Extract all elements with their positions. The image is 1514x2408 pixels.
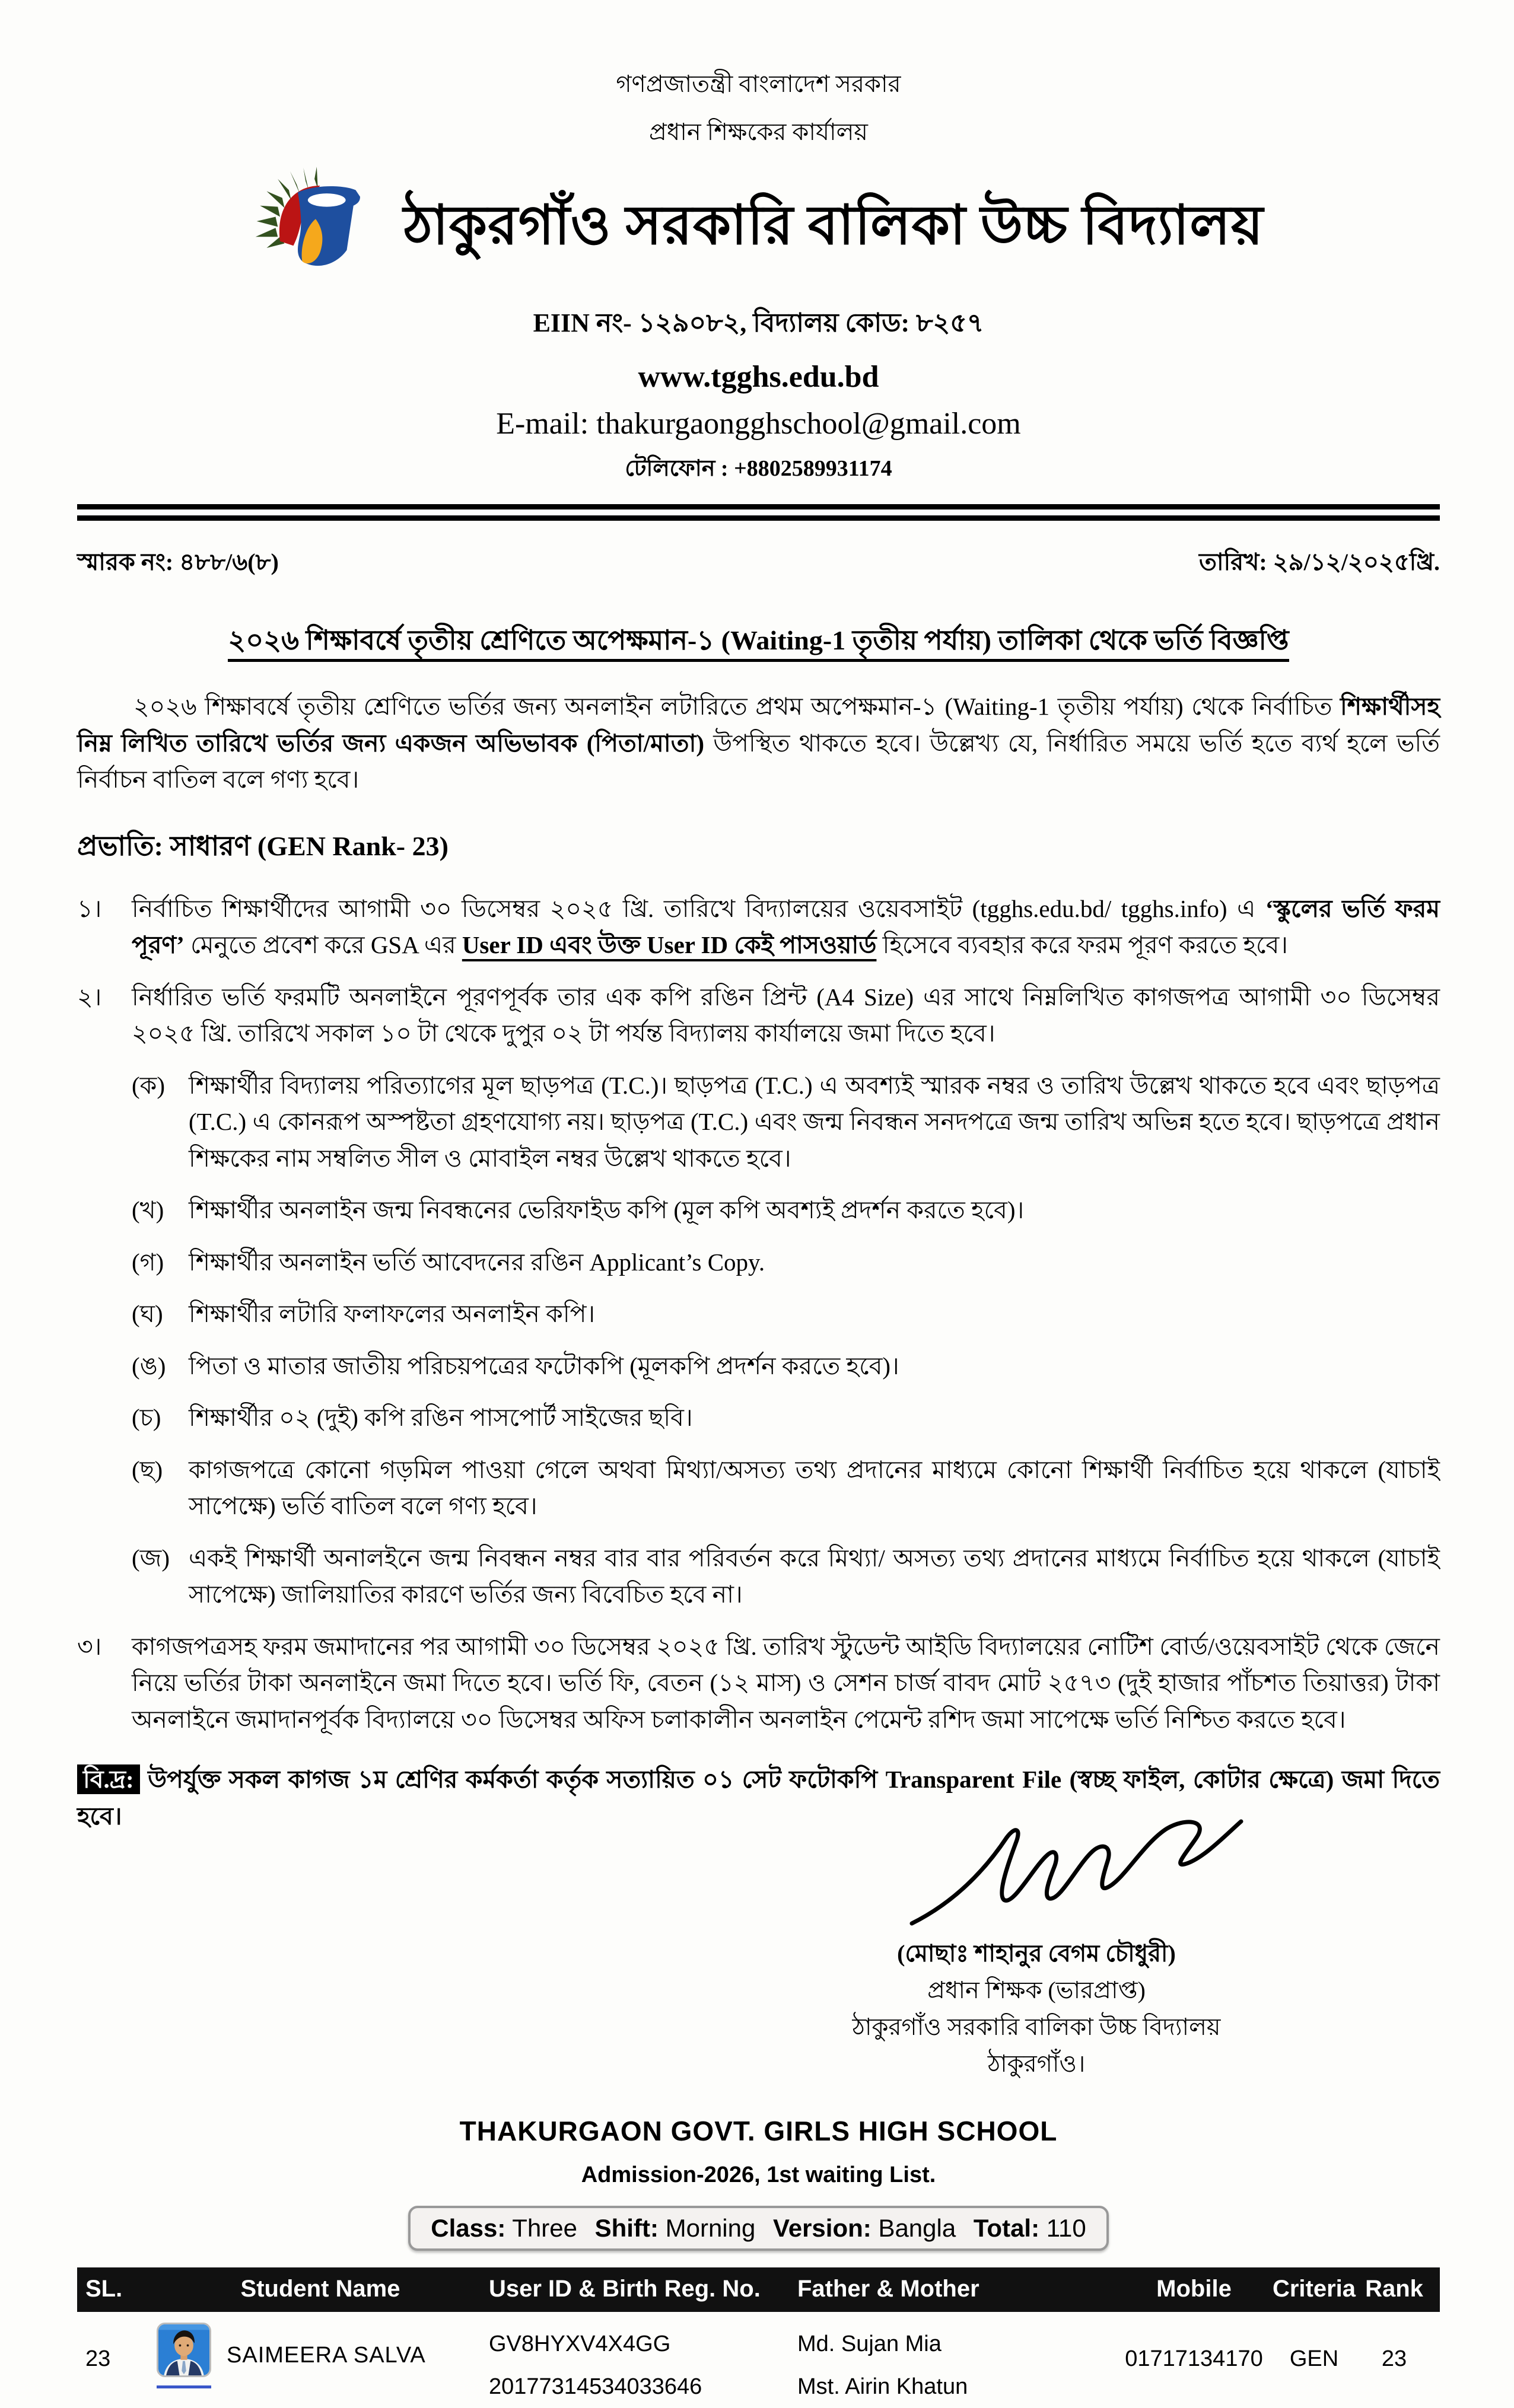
school-name-english: THAKURGAON GOVT. GIRLS HIGH SCHOOL: [459, 2116, 1058, 2146]
cell-rank: 23: [1381, 2346, 1407, 2371]
signature-block: [781, 1811, 1292, 2082]
cell-user-id: GV8HYXV4X4GG 20177314534033646: [489, 2331, 702, 2400]
class-meta-badge: Class: Three Shift: Morning Version: Bangla Total: 110: [408, 2206, 1108, 2251]
item-2-sublist: [132, 1068, 1440, 1613]
instruction-item-2: [77, 979, 1440, 1052]
note-seg2: Transparent File: [885, 1766, 1062, 1793]
header-parents: Father & Mother: [797, 2276, 979, 2302]
header-sl: SL.: [85, 2276, 123, 2302]
instruction-item-3: [77, 1629, 1440, 1738]
sub-item-ga: (গ) শিক্ষার্থীর অনলাইন ভর্তি আবেদনের রঙিন Applicant’s Copy.: [132, 1248, 765, 1276]
table-header-row: [77, 2267, 1440, 2312]
intro-paragraph: [77, 689, 1440, 798]
note-seg3: (স্বচ্ছ ফাইল, কোটার ক্ষেত্রে) জমা দিতে হবে।: [77, 1766, 1440, 1830]
shift-heading: প্রভাতি: সাধারণ (GEN Rank- 23): [77, 830, 449, 861]
student-photo: [157, 2323, 211, 2377]
intro-seg2: শিক্ষার্থীসহ নিম্ন লিখিত তারিখে ভর্তির জন্য একজন অভিভাবক (পিতা/মাতা): [77, 693, 1440, 757]
item-3-text: কাগজপত্রসহ ফরম জমাদানের পর আগামী ৩০ ডিসেম্বর ২০২৫ খ্রি. তারিখ স্টুডেন্ট আইডি বিদ্যালয়ের নোটিশ বোর্ড/ওয়েবসাইট থেকে জেনে নিয়ে ভর্তির টাকা অনলাইনে জমা দিতে হবে। ভর্তি ফি, বেতন (১২ মাস) ও সেশন চার্জ বাবদ মোট ২৫৭৩ (দুই হাজার পাঁচশত তিয়াত্তর) টাকা অনলাইনে জমাদানপূর্বক বিদ্যালয়ে ৩০ ডিসেম্বর অফিস চলাকালীন অনলাইন পেমেন্ট রশিদ জমা সাপেক্ষে ভর্তি নিশ্চিত করতে হবে।: [132, 1632, 1440, 1733]
cell-sl: 23: [85, 2346, 111, 2371]
phone-text: টেলিফোন : +8802589931174: [625, 456, 892, 481]
student-photo-wrap: [157, 2323, 211, 2388]
eiin-line: EIIN নং- ১২৯০৮২, বিদ্যালয় কোড: ৮২৫৭: [533, 308, 984, 337]
signature-icon: [888, 1811, 1256, 1935]
email-text: E-mail: thakurgaongghschool@gmail.com: [496, 407, 1021, 441]
intro-seg1: ২০২৬ শিক্ষাবর্ষে তৃতীয় শ্রেণিতে ভর্তির জন্য অনলাইন লটারিতে প্রথম অপেক্ষমান-১ (Waiting-1 তৃতীয় পর্যায়) থেকে নির্বাচিত: [133, 693, 1340, 720]
header-rank: Rank: [1365, 2276, 1423, 2302]
sub-item-ja: (জ) একই শিক্ষার্থী অনালইনে জন্ম নিবন্ধন নম্বর বার বার পরিবর্তন করে মিথ্যা/ অসত্য তথ্য প্রদানের মাধ্যমে নির্বাচিত হয়ে থাকলে (যাচাই সাপেক্ষে) জালিয়াতির কারণে ভর্তির জন্য বিবেচিত হবে না।: [132, 1544, 1440, 1608]
sub-item-chha: (ছ) কাগজপত্রে কোনো গড়মিল পাওয়া গেলে অথবা মিথ্যা/অসত্য তথ্য প্রদানের মাধ্যমে কোনো শিক্ষার্থী নির্বাচিত হয়ে থাকলে (যাচাই সাপেক্ষে) ভর্তি বাতিল বলে গণ্য হবে।: [132, 1455, 1440, 1520]
cell-criteria: GEN: [1289, 2346, 1339, 2371]
item-1-text: নির্বাচিত শিক্ষার্থীদের আগামী ৩০ ডিসেম্বর ২০২৫ খ্রি. তারিখে বিদ্যালয়ের ওয়েবসাইট (tgghs.edu.bd/ tgghs.info) এ ‘স্কুলের ভর্তি ফরম পূরণ’ মেনুতে প্রবেশ করে GSA এর User ID এবং উক্ত User ID কেই পাসওয়ার্ড হিসেবে ব্যবহার করে ফরম পূরণ করতে হবে।: [132, 894, 1440, 958]
signatory-school: ঠাকুরগাঁও সরকারি বালিকা উচ্চ বিদ্যালয়: [852, 2014, 1221, 2040]
waiting-list-section: [77, 2115, 1440, 2408]
signatory-designation: প্রধান শিক্ষক (ভারপ্রাপ্ত): [927, 1977, 1146, 2004]
class-meta-wrap: [77, 2206, 1440, 2251]
item-2-text: নির্ধারিত ভর্তি ফরমটি অনলাইনে পূরণপূর্বক তার এক কপি রঙিন প্রিন্ট (A4 Size) এর সাথে নিম্নলিখিত কাগজপত্র আগামী ৩০ ডিসেম্বর ২০২৫ খ্রি. তারিখে সকাল ১০ টা থেকে দুপুর ০২ টা পর্যন্ত বিদ্যালয় কার্যালয়ে জমা দিতে হবে।: [132, 983, 1440, 1047]
website-text: www.tgghs.edu.bd: [638, 360, 879, 394]
cell-mobile: 01717134170: [1125, 2346, 1263, 2371]
school-logo-icon: [253, 159, 387, 292]
memo-number: স্মারক নং: ৪৮৮/৬(৮): [77, 549, 279, 575]
office-line: প্রধান শিক্ষকের কার্যালয়: [649, 119, 868, 145]
sub-item-cha: (চ) শিক্ষার্থীর ০২ (দুই) কপি রঙিন পাসপোর্ট সাইজের ছবি।: [132, 1404, 693, 1431]
sub-item-uma: (ঙ) পিতা ও মাতার জাতীয় পরিচয়পত্রের ফটোকপি (মূলকপি প্রদর্শন করতে হবে)।: [132, 1352, 899, 1380]
sub-item-ka: (ক) শিক্ষার্থীর বিদ্যালয় পরিত্যাগের মূল ছাড়পত্র (T.C.)। ছাড়পত্র (T.C.) এ অবশ্যই স্মারক নম্বর ও তারিখ উল্লেখ থাকতে হবে এবং ছাড়পত্র (T.C.) এ কোনরূপ অস্পষ্টতা গ্রহণযোগ্য নয়। ছাড়পত্র (T.C.) এবং জন্ম নিবন্ধন সনদপত্রে জন্ম তারিখ অভিন্ন হতে হবে। ছাড়পত্রে প্রধান শিক্ষকের নাম সম্বলিত সীল ও মোবাইল নম্বর উল্লেখ থাকতে হবে।: [132, 1071, 1440, 1172]
letterhead-divider: [77, 504, 1440, 521]
photo-underline: [157, 2385, 211, 2388]
government-line: গণপ্রজাতন্ত্রী বাংলাদেশ সরকার: [616, 71, 901, 97]
header-user-id: User ID & Birth Reg. No.: [489, 2276, 761, 2302]
instruction-item-1: [77, 891, 1440, 964]
school-title-row: [77, 159, 1440, 292]
note-label: বি.দ্র:: [77, 1764, 140, 1794]
sub-item-kha: (খ) শিক্ষার্থীর অনলাইন জন্ম নিবন্ধনের ভেরিফাইড কপি (মূল কপি অবশ্যই প্রদর্শন করতে হবে)।: [132, 1196, 1025, 1224]
item-1-marker: ১।: [77, 894, 102, 922]
school-name: ঠাকুরগাঁও সরকারি বালিকা উচ্চ বিদ্যালয়: [403, 195, 1264, 256]
sub-item-gha: (ঘ) শিক্ষার্থীর লটারি ফলাফলের অনলাইন কপি।: [132, 1300, 596, 1327]
intro-seg3: উপস্থিত থাকতে হবে। উল্লেখ্য যে, নির্ধারিত সময়ে ভর্তি হতে ব্যর্থ হলে ভর্তি নির্বাচন বাতিল বলে গণ্য হবে।: [77, 729, 1440, 793]
cell-student-name: SAIMEERA SALVA: [227, 2343, 426, 2368]
item-2-marker: ২।: [77, 983, 102, 1011]
header-student-name: Student Name: [240, 2276, 400, 2302]
memo-date: তারিখ: ২৯/১২/২০২৫খ্রি.: [1199, 549, 1440, 575]
signatory-place: ঠাকুরগাঁও।: [987, 2050, 1086, 2077]
note-seg1: উপর্যুক্ত সকল কাগজ ১ম শ্রেণির কর্মকর্তা কর্তৃক সত্যায়িত ০১ সেট ফটোকপি: [139, 1766, 886, 1793]
cell-student: [157, 2323, 489, 2388]
header-criteria: Criteria: [1272, 2276, 1356, 2302]
memo-row: [77, 543, 1440, 583]
instruction-list: [77, 891, 1440, 1738]
waiting-list-table: [77, 2267, 1440, 2408]
item-3-marker: ৩।: [77, 1632, 102, 1660]
list-subtitle: Admission-2026, 1st waiting List.: [581, 2162, 936, 2187]
cell-parents: Md. Sujan Mia Mst. Airin Khatun: [797, 2331, 968, 2400]
signatory-name: (মোছাঃ শাহানুর বেগম চৌধুরী): [897, 1940, 1176, 1967]
header-mobile: Mobile: [1156, 2276, 1232, 2302]
table-row: [77, 2312, 1440, 2408]
notice-title: ২০২৬ শিক্ষাবর্ষে তৃতীয় শ্রেণিতে অপেক্ষমান-১ (Waiting-1 তৃতীয় পর্যায়) তালিকা থেকে ভর্তি বিজ্ঞপ্তি: [77, 620, 1440, 665]
